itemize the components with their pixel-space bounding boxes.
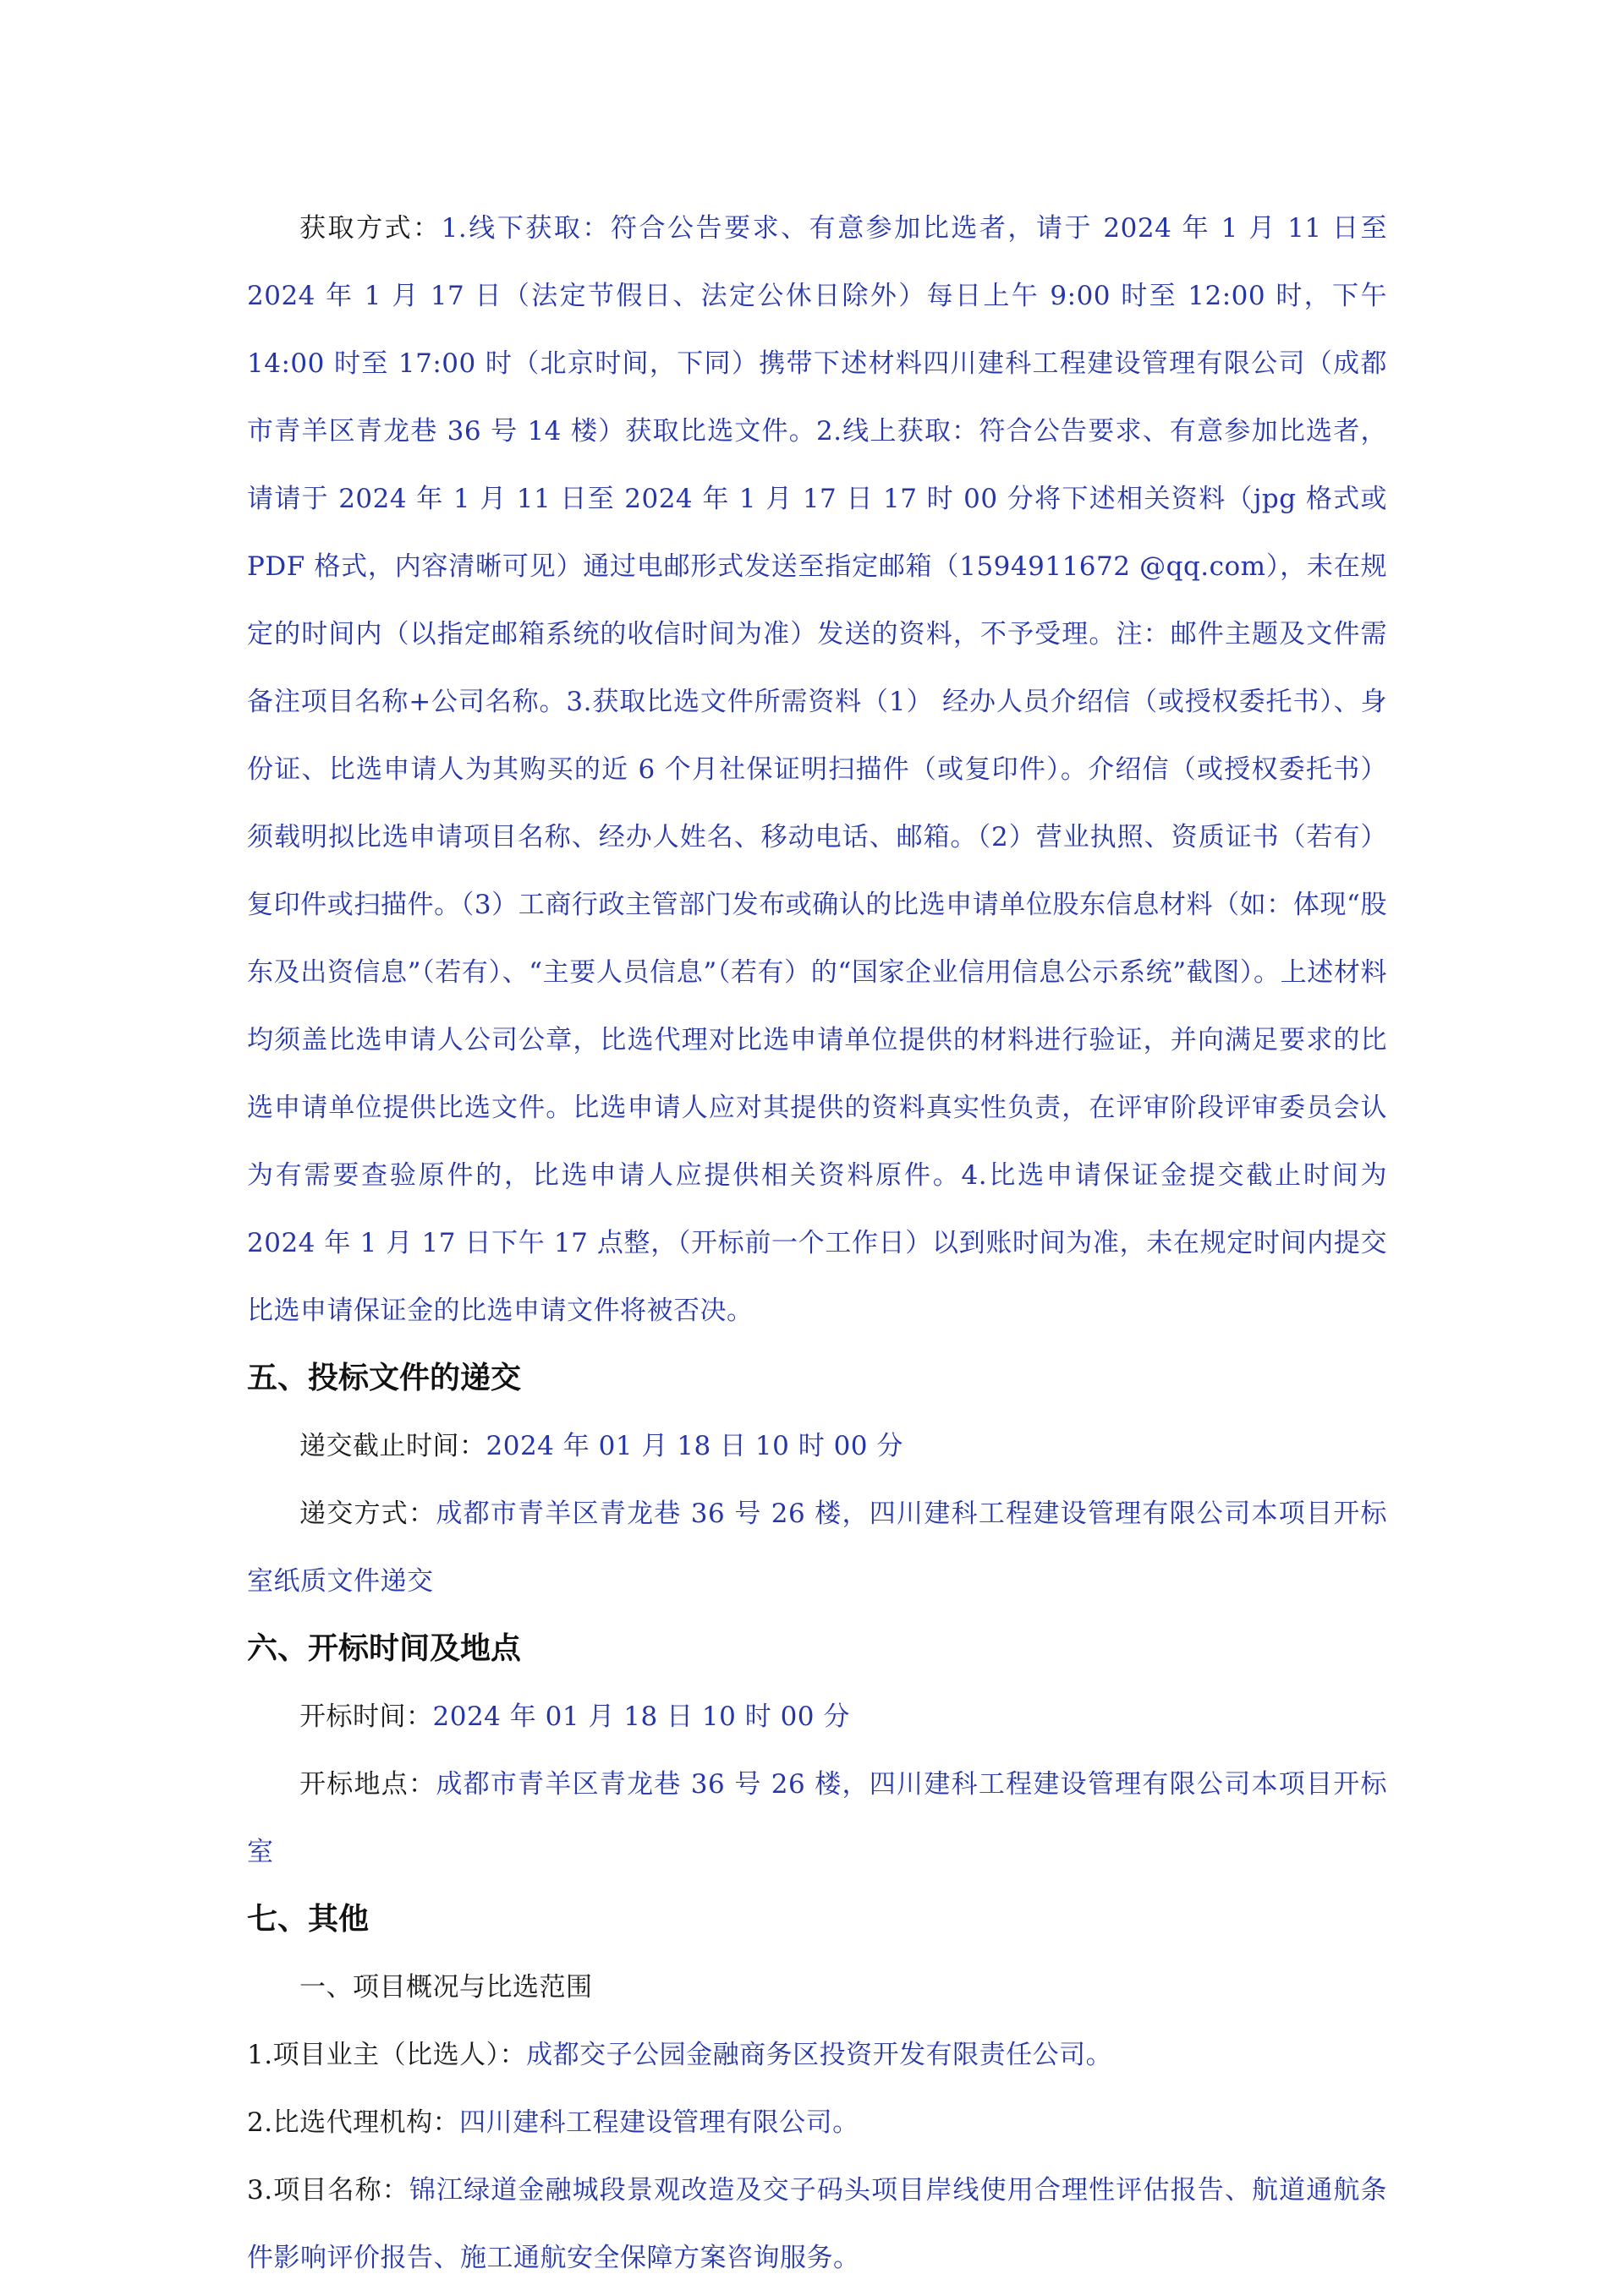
agency-line xyxy=(247,2089,1387,2156)
section-heading-opening: 六、开标时间及地点 xyxy=(247,1631,522,1666)
project-owner-label: 1.项目业主（比选人）： xyxy=(247,2040,527,2070)
project-owner-value: 成都交子公园金融商务区投资开发有限责任公司。 xyxy=(526,2040,1113,2070)
document-body xyxy=(247,195,1387,2292)
submission-deadline-line xyxy=(247,1412,1387,1480)
project-overview-subheading: 一、项目概况与比选范围 xyxy=(299,1972,593,2003)
opening-time-line xyxy=(247,1683,1387,1751)
submission-method-label: 递交方式： xyxy=(299,1499,436,1529)
opening-time-label: 开标时间： xyxy=(299,1701,433,1732)
section-heading-other: 七、其他 xyxy=(247,1902,370,1937)
agency-value: 四川建科工程建设管理有限公司。 xyxy=(459,2107,859,2138)
submission-deadline-value: 2024 年 01 月 18 日 10 时 00 分 xyxy=(486,1431,903,1461)
acquisition-method-text: 1.线下获取：符合公告要求、有意参加比选者，请于 2024 年 1 月 11 日至 2024 年 1 月 17 日（法定节假日、法定公休日除外）每日上午 9:00 时至 12:00 时，下午 14:00 时至 17:00 时（北京时间，下同）携带下述材料四川建科工程建设管理有限公司（成都市青羊区青龙巷 36 号 14 楼）获取比选文件。2.线上获取：符合公告要求、有意参加比选者，请请于 2024 年 1 月 11 日至 2024 年 1 月 17 日 17 时 00 分将下述相关资料（jpg 格式或 PDF 格式，内容清晰可见）通过电邮形式发送至指定邮箱（1594911672 @qq.com），未在规定的时间内（以指定邮箱系统的收信时间为准）发送的资料，不予受理。注：邮件主题及文件需备注项目名称+公司名称。3.获取比选文件所需资料（1） 经办人员介绍信（或授权委托书）、身份证、比选申请人为其购买的近 6 个月社保证明扫描件（或复印件）。介绍信（或授权委托书）须载明拟比选申请项目名称、经办人姓名、移动电话、邮箱。（2）营业执照、资质证书（若有）复印件或扫描件。（3）工商行政主管部门发布或确认的比选申请单位股东信息材料（如：体现“股东及出资信息”（若有）、“主要人员信息”（若有）的“国家企业信用信息公示系统”截图）。上述材料均须盖比选申请人公司公章，比选代理对比选申请单位提供的材料进行验证，并向满足要求的比选申请单位提供比选文件。比选申请人应对其提供的资料真实性负责，在评审阶段评审委员会认为有需要查验原件的，比选申请人应提供相关资料原件。4.比选申请保证金提交截止时间为 2024 年 1 月 17 日下午 17 点整，（开标前一个工作日）以到账时间为准，未在规定时间内提交比选申请保证金的比选申请文件将被否决。 xyxy=(247,213,1387,1326)
project-name-line xyxy=(247,2156,1387,2292)
project-owner-line xyxy=(247,2021,1387,2089)
project-name-label: 3.项目名称： xyxy=(247,2175,409,2206)
submission-method-value: 成都市青羊区青龙巷 36 号 26 楼，四川建科工程建设管理有限公司本项目开标室纸质文件递交 xyxy=(247,1499,1387,1597)
agency-label: 2.比选代理机构： xyxy=(247,2107,460,2138)
opening-place-label: 开标地点： xyxy=(299,1769,436,1800)
opening-place-value: 成都市青羊区青龙巷 36 号 26 楼，四川建科工程建设管理有限公司本项目开标室 xyxy=(247,1769,1387,1867)
acquisition-method-paragraph xyxy=(247,195,1387,1345)
opening-time-value: 2024 年 01 月 18 日 10 时 00 分 xyxy=(432,1701,850,1732)
submission-method-line xyxy=(247,1480,1387,1615)
submission-deadline-label: 递交截止时间： xyxy=(299,1431,486,1461)
project-name-value: 锦江绿道金融城段景观改造及交子码头项目岸线使用合理性评估报告、航道通航条件影响评价报告、施工通航安全保障方案咨询服务。 xyxy=(247,2175,1387,2273)
acquisition-method-label: 获取方式： xyxy=(299,213,442,244)
section-heading-submission: 五、投标文件的递交 xyxy=(247,1361,522,1395)
opening-place-line xyxy=(247,1751,1387,1886)
